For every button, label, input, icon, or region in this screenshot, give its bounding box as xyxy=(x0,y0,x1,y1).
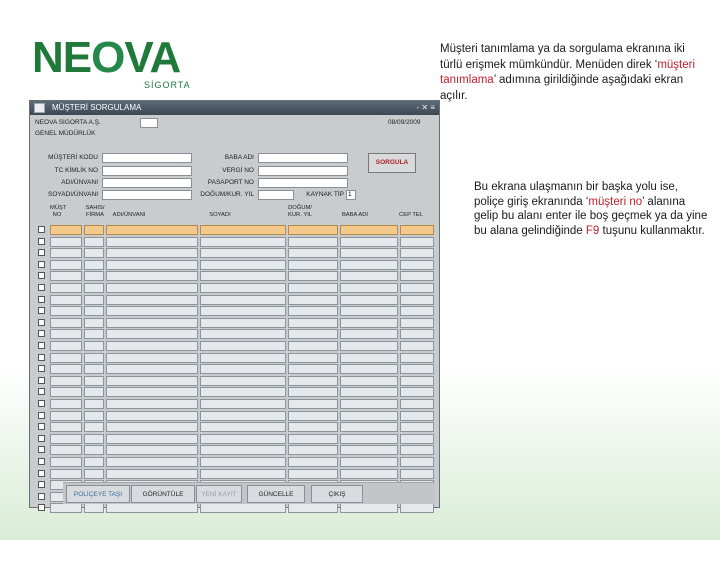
table-cell[interactable] xyxy=(106,225,198,235)
window-system-icon[interactable] xyxy=(34,103,45,113)
table-cell[interactable] xyxy=(288,445,338,455)
action-bar xyxy=(63,482,435,504)
table-cell[interactable] xyxy=(200,376,286,386)
table-cell[interactable] xyxy=(288,376,338,386)
table-cell[interactable] xyxy=(106,457,198,467)
table-row[interactable] xyxy=(50,329,434,339)
table-cell[interactable] xyxy=(106,422,198,432)
table-cell[interactable] xyxy=(200,248,286,258)
table-cell[interactable] xyxy=(400,318,434,328)
table-cell[interactable] xyxy=(288,422,338,432)
results-table xyxy=(50,225,434,573)
table-cell[interactable] xyxy=(400,329,434,339)
table-cell[interactable] xyxy=(400,237,434,247)
table-cell[interactable] xyxy=(340,341,398,351)
row-select-checkbox[interactable] xyxy=(38,307,45,314)
table-cell[interactable] xyxy=(340,411,398,421)
table-cell[interactable] xyxy=(400,225,434,235)
table-cell[interactable] xyxy=(288,271,338,281)
row-select-checkbox[interactable] xyxy=(38,261,45,268)
table-row[interactable] xyxy=(50,364,434,374)
row-select-checkbox[interactable] xyxy=(38,342,45,349)
tc-id-label: TC KİMLİK NO xyxy=(54,167,98,174)
table-cell[interactable] xyxy=(50,283,82,293)
logo-wordmark: NEOVA xyxy=(32,33,181,82)
table-cell[interactable] xyxy=(288,434,338,444)
table-cell[interactable] xyxy=(84,260,104,270)
table-cell[interactable] xyxy=(84,364,104,374)
surname-input[interactable] xyxy=(102,190,192,200)
table-cell[interactable] xyxy=(200,445,286,455)
table-cell[interactable] xyxy=(50,434,82,444)
table-cell[interactable] xyxy=(106,353,198,363)
table-cell[interactable] xyxy=(288,469,338,479)
row-select-checkbox[interactable] xyxy=(38,423,45,430)
department-name: GENEL MÜDÜRLÜK xyxy=(35,130,96,137)
table-cell[interactable] xyxy=(84,318,104,328)
table-cell[interactable] xyxy=(50,469,82,479)
table-cell[interactable] xyxy=(340,295,398,305)
table-row[interactable] xyxy=(50,260,434,270)
table-cell[interactable] xyxy=(400,248,434,258)
table-cell[interactable] xyxy=(340,248,398,258)
table-cell[interactable] xyxy=(106,318,198,328)
table-cell[interactable] xyxy=(400,434,434,444)
table-cell[interactable] xyxy=(50,411,82,421)
table-cell[interactable] xyxy=(200,469,286,479)
row-select-checkbox[interactable] xyxy=(38,319,45,326)
table-cell[interactable] xyxy=(106,411,198,421)
row-select-checkbox[interactable] xyxy=(38,365,45,372)
table-cell[interactable] xyxy=(200,225,286,235)
table-cell[interactable] xyxy=(84,248,104,258)
table-cell[interactable] xyxy=(84,353,104,363)
table-cell[interactable] xyxy=(400,364,434,374)
table-row[interactable] xyxy=(50,434,434,444)
row-select-checkbox[interactable] xyxy=(38,493,45,500)
name-label: ADI/ÜNVANI xyxy=(61,179,98,186)
table-row[interactable] xyxy=(50,411,434,421)
customer-code-label: MÜŞTERİ KODU xyxy=(48,154,98,161)
table-cell[interactable] xyxy=(340,422,398,432)
row-select-checkbox[interactable] xyxy=(38,504,45,511)
table-cell[interactable] xyxy=(50,225,82,235)
table-cell[interactable] xyxy=(400,411,434,421)
table-cell[interactable] xyxy=(84,434,104,444)
table-cell[interactable] xyxy=(400,399,434,409)
passport-no-label: PASAPORT NO xyxy=(207,179,254,186)
description-bottom: Bu ekrana ulaşmanın bir başka yolu ise, poliçe giriş ekranında ‘müşteri no’ alanına gelip bu alanı enter ile boş geçmek ya da yine bu alana gelindiğinde F9 tuşunu kullanmaktır. xyxy=(474,181,708,237)
table-cell[interactable] xyxy=(200,422,286,432)
surname-label: SOYADI/ÜNVANI xyxy=(48,191,98,198)
table-cell[interactable] xyxy=(50,271,82,281)
company-name: NEOVA SİGORTA A.Ş. xyxy=(35,119,101,126)
table-cell[interactable] xyxy=(288,503,338,513)
row-select-checkbox[interactable] xyxy=(38,249,45,256)
table-row[interactable] xyxy=(50,318,434,328)
table-cell[interactable] xyxy=(84,411,104,421)
table-cell[interactable] xyxy=(200,306,286,316)
table-cell[interactable] xyxy=(50,387,82,397)
table-cell[interactable] xyxy=(200,364,286,374)
table-cell[interactable] xyxy=(84,283,104,293)
table-cell[interactable] xyxy=(288,329,338,339)
table-row[interactable] xyxy=(50,457,434,467)
exit-button[interactable]: ÇIKIŞ xyxy=(311,485,363,503)
logo-subtitle: SİGORTA xyxy=(144,80,191,90)
table-cell[interactable] xyxy=(400,341,434,351)
move-to-policy-button[interactable]: POLİÇEYE TAŞI xyxy=(66,485,130,503)
table-cell[interactable] xyxy=(106,260,198,270)
table-cell[interactable] xyxy=(50,306,82,316)
table-row[interactable] xyxy=(50,503,434,513)
table-row[interactable] xyxy=(50,225,434,235)
row-select-checkbox[interactable] xyxy=(38,412,45,419)
current-date: 08/09/2009 xyxy=(388,119,421,126)
table-cell[interactable] xyxy=(200,457,286,467)
table-cell[interactable] xyxy=(200,503,286,513)
table-cell[interactable] xyxy=(50,341,82,351)
table-cell[interactable] xyxy=(340,387,398,397)
table-cell[interactable] xyxy=(84,503,104,513)
table-cell[interactable] xyxy=(400,445,434,455)
table-row[interactable] xyxy=(50,283,434,293)
table-cell[interactable] xyxy=(340,271,398,281)
row-select-checkbox[interactable] xyxy=(38,284,45,291)
table-cell[interactable] xyxy=(106,295,198,305)
birth-year-label: DOĞUM/KUR. YIL xyxy=(200,191,254,198)
table-cell[interactable] xyxy=(400,387,434,397)
table-cell[interactable] xyxy=(400,376,434,386)
row-select-checkbox[interactable] xyxy=(38,354,45,361)
table-cell[interactable] xyxy=(106,469,198,479)
col-surname: SOYADI xyxy=(209,212,231,218)
father-name-input[interactable] xyxy=(258,153,348,163)
table-cell[interactable] xyxy=(84,306,104,316)
window-title: MÜŞTERİ SORGULAMA xyxy=(52,103,142,112)
table-cell[interactable] xyxy=(400,503,434,513)
table-cell[interactable] xyxy=(50,295,82,305)
table-cell[interactable] xyxy=(84,445,104,455)
table-cell[interactable] xyxy=(288,457,338,467)
table-cell[interactable] xyxy=(50,260,82,270)
table-cell[interactable] xyxy=(200,434,286,444)
table-cell[interactable] xyxy=(106,399,198,409)
table-row[interactable] xyxy=(50,248,434,258)
tax-no-input[interactable] xyxy=(258,166,348,176)
table-cell[interactable] xyxy=(200,295,286,305)
table-cell[interactable] xyxy=(340,445,398,455)
table-cell[interactable] xyxy=(340,260,398,270)
customer-code-input[interactable] xyxy=(102,153,192,163)
table-cell[interactable] xyxy=(400,353,434,363)
table-cell[interactable] xyxy=(84,329,104,339)
tax-no-label: VERGİ NO xyxy=(222,167,254,174)
table-cell[interactable] xyxy=(50,376,82,386)
table-cell[interactable] xyxy=(50,457,82,467)
row-select-checkbox[interactable] xyxy=(38,400,45,407)
table-cell[interactable] xyxy=(400,295,434,305)
table-cell[interactable] xyxy=(200,283,286,293)
table-row[interactable] xyxy=(50,376,434,386)
table-cell[interactable] xyxy=(340,399,398,409)
table-cell[interactable] xyxy=(400,469,434,479)
name-input[interactable] xyxy=(102,178,192,188)
table-cell[interactable] xyxy=(400,283,434,293)
passport-no-input[interactable] xyxy=(258,178,348,188)
table-cell[interactable] xyxy=(106,237,198,247)
table-cell[interactable] xyxy=(288,318,338,328)
table-cell[interactable] xyxy=(50,318,82,328)
row-select-checkbox[interactable] xyxy=(38,458,45,465)
row-select-checkbox[interactable] xyxy=(38,388,45,395)
table-cell[interactable] xyxy=(288,248,338,258)
company-code-field[interactable] xyxy=(140,118,158,128)
table-cell[interactable] xyxy=(84,469,104,479)
table-cell[interactable] xyxy=(288,260,338,270)
birth-year-input[interactable] xyxy=(258,190,294,200)
table-cell[interactable] xyxy=(340,283,398,293)
table-cell[interactable] xyxy=(50,237,82,247)
col-customer-no: MÜŞT NO xyxy=(50,205,67,218)
table-cell[interactable] xyxy=(106,283,198,293)
table-row[interactable] xyxy=(50,295,434,305)
table-cell[interactable] xyxy=(106,306,198,316)
table-cell[interactable] xyxy=(288,295,338,305)
table-cell[interactable] xyxy=(50,503,82,513)
table-cell[interactable] xyxy=(200,318,286,328)
table-row[interactable] xyxy=(50,271,434,281)
table-cell[interactable] xyxy=(84,399,104,409)
table-row[interactable] xyxy=(50,387,434,397)
table-cell[interactable] xyxy=(288,387,338,397)
query-button[interactable]: SORGULA xyxy=(368,153,416,173)
table-cell[interactable] xyxy=(84,341,104,351)
row-select-checkbox[interactable] xyxy=(38,272,45,279)
table-cell[interactable] xyxy=(340,364,398,374)
table-cell[interactable] xyxy=(288,306,338,316)
table-cell[interactable] xyxy=(106,248,198,258)
table-cell[interactable] xyxy=(340,469,398,479)
table-cell[interactable] xyxy=(200,341,286,351)
row-select-checkbox[interactable] xyxy=(38,446,45,453)
table-cell[interactable] xyxy=(50,353,82,363)
table-cell[interactable] xyxy=(84,271,104,281)
table-cell[interactable] xyxy=(288,341,338,351)
table-row[interactable] xyxy=(50,469,434,479)
view-button[interactable]: GÖRÜNTÜLE xyxy=(131,485,195,503)
table-cell[interactable] xyxy=(340,306,398,316)
table-row[interactable] xyxy=(50,353,434,363)
table-cell[interactable] xyxy=(106,387,198,397)
col-mobile-phone: CEP TEL xyxy=(399,212,423,218)
table-cell[interactable] xyxy=(84,237,104,247)
table-cell[interactable] xyxy=(106,364,198,374)
table-cell[interactable] xyxy=(50,445,82,455)
table-row[interactable] xyxy=(50,399,434,409)
new-record-button[interactable]: YENİ KAYIT xyxy=(196,485,242,503)
table-row[interactable] xyxy=(50,237,434,247)
table-cell[interactable] xyxy=(200,237,286,247)
table-cell[interactable] xyxy=(200,387,286,397)
table-cell[interactable] xyxy=(340,503,398,513)
table-cell[interactable] xyxy=(400,306,434,316)
row-select-checkbox[interactable] xyxy=(38,377,45,384)
update-button[interactable]: GÜNCELLE xyxy=(247,485,305,503)
description-top: Müşteri tanımlama ya da sorgulama ekranına iki türlü erişmek mümkündür. Menüden direk ‘müşteri tanımlama’ adımına girildiğinde aşağıdaki ekran açılır. xyxy=(440,43,696,102)
neova-logo xyxy=(32,33,202,92)
table-cell[interactable] xyxy=(288,283,338,293)
table-cell[interactable] xyxy=(84,422,104,432)
row-select-checkbox[interactable] xyxy=(38,330,45,337)
table-cell[interactable] xyxy=(106,329,198,339)
table-cell[interactable] xyxy=(84,457,104,467)
table-cell[interactable] xyxy=(50,399,82,409)
row-select-checkbox[interactable] xyxy=(38,470,45,477)
table-cell[interactable] xyxy=(84,295,104,305)
table-row[interactable] xyxy=(50,306,434,316)
customer-query-window xyxy=(29,100,440,508)
father-name-label: BABA ADI xyxy=(224,154,254,161)
table-cell[interactable] xyxy=(106,271,198,281)
source-type-label: KAYNAK TİP xyxy=(306,191,344,198)
table-cell[interactable] xyxy=(288,364,338,374)
row-select-checkbox[interactable] xyxy=(38,296,45,303)
table-cell[interactable] xyxy=(200,399,286,409)
table-cell[interactable] xyxy=(200,271,286,281)
row-select-checkbox[interactable] xyxy=(38,435,45,442)
table-cell[interactable] xyxy=(288,353,338,363)
table-cell[interactable] xyxy=(340,237,398,247)
tc-id-input[interactable] xyxy=(102,166,192,176)
row-select-checkbox[interactable] xyxy=(38,481,45,488)
table-cell[interactable] xyxy=(50,248,82,258)
table-cell[interactable] xyxy=(84,387,104,397)
table-cell[interactable] xyxy=(106,434,198,444)
col-birth-year: DOĞUM/ KUR. YIL xyxy=(287,205,313,218)
table-row[interactable] xyxy=(50,341,434,351)
table-cell[interactable] xyxy=(50,364,82,374)
col-father-name: BABA ADI xyxy=(341,212,369,218)
table-cell[interactable] xyxy=(200,329,286,339)
window-controls[interactable]: - ✕ ≡ xyxy=(416,103,435,112)
table-cell[interactable] xyxy=(50,422,82,432)
row-select-checkbox[interactable] xyxy=(38,238,45,245)
table-cell[interactable] xyxy=(340,457,398,467)
table-cell[interactable] xyxy=(288,237,338,247)
table-cell[interactable] xyxy=(340,225,398,235)
table-cell[interactable] xyxy=(288,411,338,421)
table-cell[interactable] xyxy=(288,399,338,409)
table-cell[interactable] xyxy=(50,329,82,339)
table-cell[interactable] xyxy=(84,376,104,386)
table-cell[interactable] xyxy=(106,445,198,455)
window-titlebar xyxy=(30,101,439,115)
table-row[interactable] xyxy=(50,422,434,432)
table-cell[interactable] xyxy=(200,260,286,270)
row-select-checkbox[interactable] xyxy=(38,226,45,233)
table-cell[interactable] xyxy=(288,225,338,235)
table-cell[interactable] xyxy=(400,457,434,467)
table-cell[interactable] xyxy=(106,341,198,351)
table-cell[interactable] xyxy=(400,260,434,270)
table-cell[interactable] xyxy=(400,422,434,432)
table-cell[interactable] xyxy=(200,353,286,363)
col-person-firm: SAHIS/ FİRMA xyxy=(85,205,105,218)
table-cell[interactable] xyxy=(340,318,398,328)
table-row[interactable] xyxy=(50,445,434,455)
table-cell[interactable] xyxy=(400,271,434,281)
table-cell[interactable] xyxy=(84,225,104,235)
table-cell[interactable] xyxy=(200,411,286,421)
table-cell[interactable] xyxy=(340,329,398,339)
source-type-input[interactable]: 1 xyxy=(346,190,356,200)
col-name: ADI/ÜNVANI xyxy=(112,212,146,218)
table-cell[interactable] xyxy=(340,434,398,444)
table-cell[interactable] xyxy=(106,503,198,513)
table-cell[interactable] xyxy=(340,376,398,386)
table-cell[interactable] xyxy=(106,376,198,386)
table-cell[interactable] xyxy=(340,353,398,363)
